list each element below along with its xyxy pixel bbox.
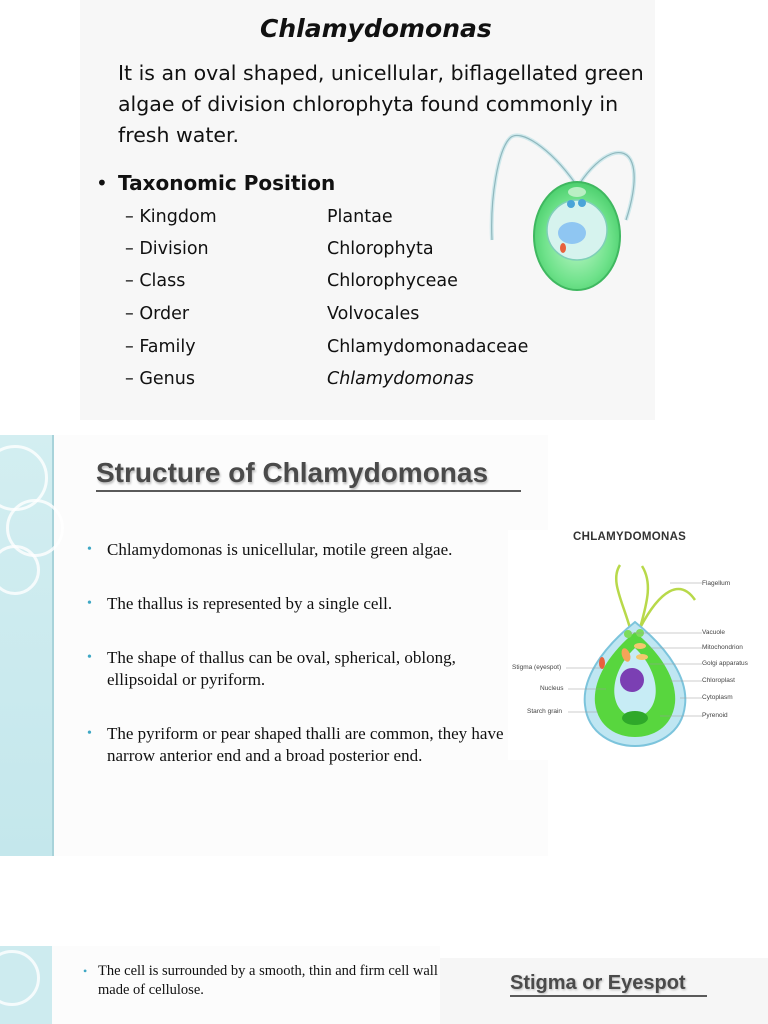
bullet-marker: • — [87, 726, 92, 741]
title-underline — [96, 490, 521, 492]
decorative-band — [0, 435, 54, 856]
list-item — [87, 539, 512, 561]
slide-stigma — [440, 958, 768, 1024]
diagram-label-cytoplasm: Cytoplasm — [702, 694, 733, 701]
list-item-text: The cell is surrounded by a smooth, thin and firm cell wall made of cellulose. — [98, 963, 438, 998]
decorative-ring — [0, 950, 40, 1006]
diagram-label-golgi: Golgi apparatus — [702, 660, 748, 667]
taxonomy-value: Volvocales — [327, 304, 420, 324]
taxonomy-rank: – Class — [125, 271, 186, 291]
slide-structure — [0, 435, 548, 856]
list-item — [87, 647, 507, 691]
slide-title: Chlamydomonas — [260, 14, 492, 43]
taxonomy-value: Chlorophyta — [327, 239, 434, 259]
diagram-label-chloroplast: Chloroplast — [702, 677, 735, 684]
taxonomy-value: Chlamydomonas — [327, 369, 474, 389]
taxonomy-rank: – Division — [125, 239, 209, 259]
diagram-label-pyrenoid: Pyrenoid — [702, 712, 728, 719]
diagram-title: CHLAMYDOMONAS — [573, 531, 687, 543]
intro-text: It is an oval shaped, unicellular, biflagellated green algae of division chlorophyta found commonly in fresh water. — [118, 61, 644, 147]
diagram-label-nucleus: Nucleus — [540, 685, 564, 692]
list-item-text: The shape of thallus can be oval, spherical, oblong, ellipsoidal or pyriform. — [107, 648, 456, 689]
taxonomy-row-family — [125, 337, 605, 363]
diagram-leader-lines-left — [566, 664, 610, 718]
list-item — [87, 723, 512, 767]
taxonomy-value: Chlorophyceae — [327, 271, 458, 291]
title-underline — [510, 995, 707, 997]
list-item-text: The thallus is represented by a single cell. — [107, 594, 393, 613]
taxonomy-rank: – Kingdom — [125, 207, 217, 227]
bullet-marker: • — [87, 542, 92, 557]
diagram-label-stigma: Stigma (eyespot) — [512, 664, 562, 671]
taxonomy-row-genus — [125, 369, 605, 395]
list-item — [87, 593, 512, 615]
taxonomy-rank: – Family — [125, 337, 196, 357]
list-item-text: Chlamydomonas is unicellular, motile green algae. — [107, 540, 453, 559]
slide-title: Stigma or Eyespot — [510, 972, 686, 994]
taxonomy-heading — [96, 171, 335, 195]
slide-title: Structure of Chlamydomonas — [96, 457, 489, 488]
decorative-band — [0, 946, 52, 1024]
diagram-label-flagellum: Flagellum — [702, 580, 731, 587]
bullet-marker: • — [83, 964, 88, 978]
list-item — [83, 962, 443, 1000]
diagram-label-mitochondrion: Mitochondrion — [702, 644, 743, 651]
chlamydomonas-cell-illustration — [480, 128, 650, 293]
taxonomy-rank: – Genus — [125, 369, 195, 389]
taxonomy-row-order — [125, 304, 605, 330]
bullet-marker: • — [96, 171, 108, 195]
taxonomy-value: Plantae — [327, 207, 393, 227]
list-item-text: The pyriform or pear shaped thalli are common, they have narrow anterior end and a broad posterior end. — [107, 724, 504, 765]
taxonomy-heading-label: Taxonomic Position — [118, 171, 336, 195]
diagram-label-starch-grain: Starch grain — [527, 708, 563, 715]
slide-cell-wall — [0, 946, 440, 1024]
taxonomy-value: Chlamydomonadaceae — [327, 337, 529, 357]
bullet-marker: • — [87, 650, 92, 665]
taxonomy-rank: – Order — [125, 304, 190, 324]
diagram-label-vacuole: Vacuole — [702, 629, 726, 636]
bullet-marker: • — [87, 596, 92, 611]
